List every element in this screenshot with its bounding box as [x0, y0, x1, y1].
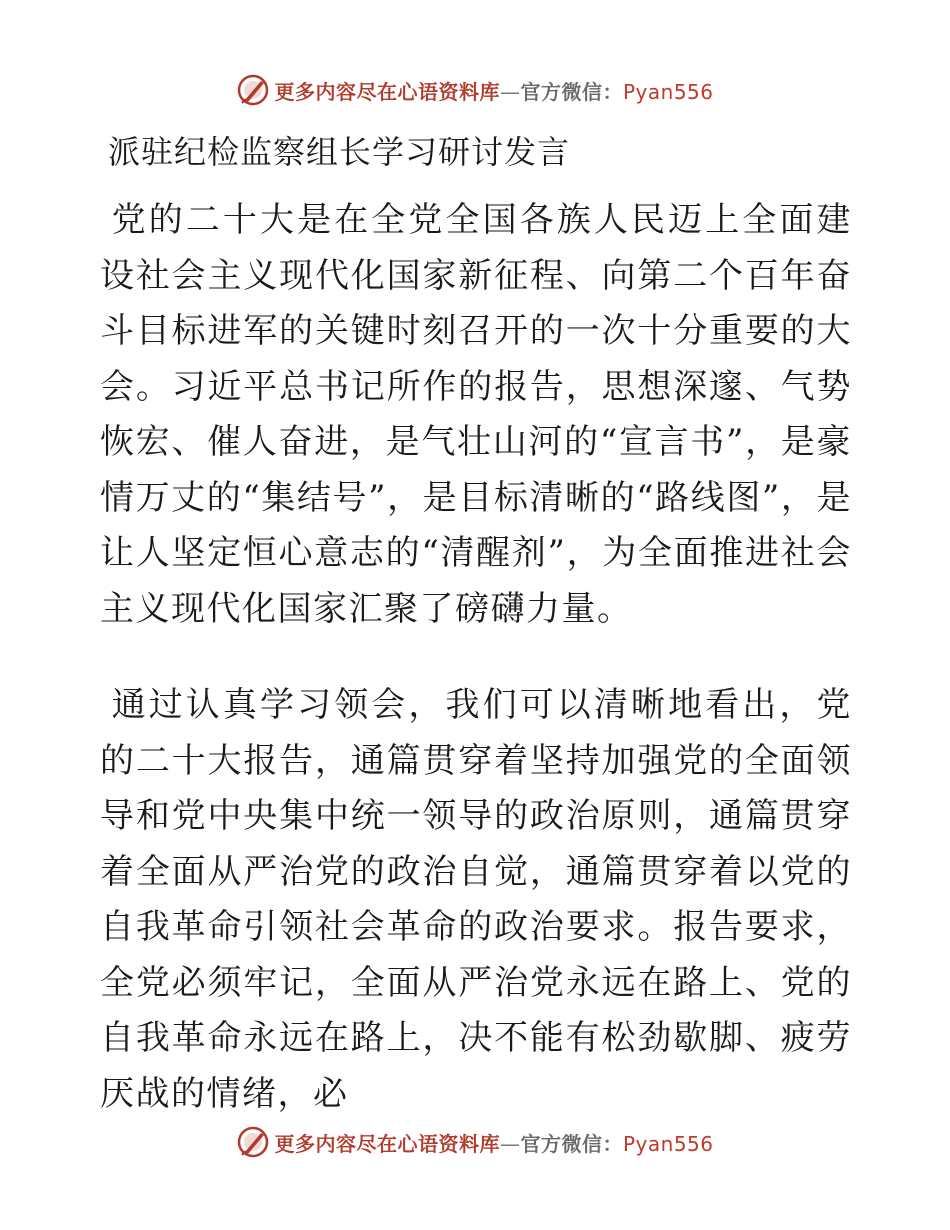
- watermark-site-text: 更多内容尽在心语资料库: [274, 1131, 500, 1156]
- paragraph-2-text: 通过认真学习领会，我们可以清晰地看出，党的二十大报告，通篇贯穿着坚持加强党的全面领导和党中央集中统一领导的政治原则，通篇贯穿着全面从严治党的政治自觉，通篇贯穿着以党的自我革命引领社会革命的政治要求。报告要求，全党必须牢记，全面从严治党永远在路上、党的自我革命永远在路上，决不能有松劲歇脚、疲劳厌战的情绪，必: [100, 685, 852, 1114]
- watermark-label: 官方微信：: [520, 1131, 623, 1156]
- paragraph-1: [100, 193, 852, 637]
- document-title: 派驻纪检监察组长学习研讨发言: [108, 133, 571, 171]
- watermark-site-text: 更多内容尽在心语资料库: [274, 79, 500, 104]
- footer-watermark: [0, 1122, 950, 1162]
- watermark-label: 官方微信：: [520, 79, 623, 104]
- watermark-text: [274, 1128, 713, 1157]
- header-watermark: [0, 70, 950, 110]
- paragraph-2: [100, 678, 852, 1122]
- watermark-dash: —: [499, 79, 521, 104]
- paragraph-1-text: 党的二十大是在全党全国各族人民迈上全面建设社会主义现代化国家新征程、向第二个百年奋斗目标进军的关键时刻召开的一次十分重要的大会。习近平总书记所作的报告，思想深邃、气势恢宏、催人奋进，是气壮山河的“宣言书”，是豪情万丈的“集结号”，是目标清晰的“路线图”，是让人坚定恒心意志的“清醒剂”，为全面推进社会主义现代化国家汇聚了磅礴力量。: [100, 200, 852, 629]
- watermark-text: [274, 76, 713, 105]
- quill-pen-logo-icon: [236, 73, 270, 107]
- watermark-handle: Pyan556: [622, 79, 714, 104]
- quill-pen-logo-icon: [236, 1125, 270, 1159]
- watermark-handle: Pyan556: [622, 1131, 714, 1156]
- watermark-dash: —: [499, 1131, 521, 1156]
